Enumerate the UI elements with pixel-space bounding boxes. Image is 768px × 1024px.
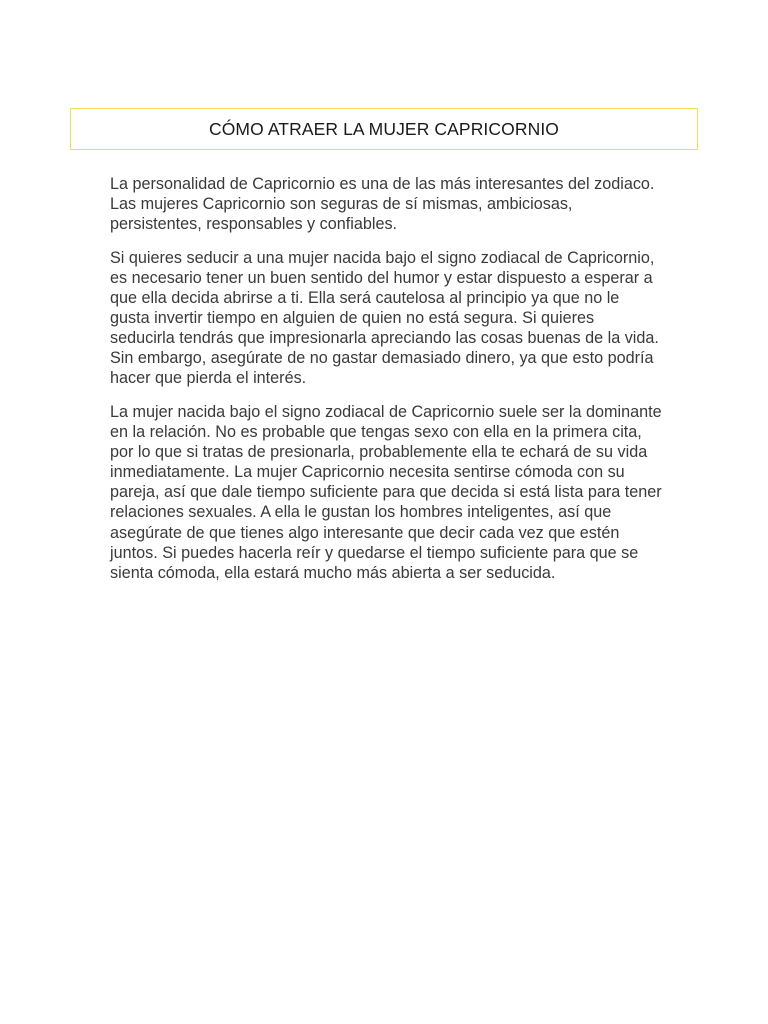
paragraph: La personalidad de Capricornio es una de las más interesantes del zodiaco. Las mujeres Capricornio son seguras de sí mismas, ambiciosas, persistentes, responsables y confiables. <box>110 175 655 234</box>
paragraph: Si quieres seducir a una mujer nacida bajo el signo zodiacal de Capricornio, es necesario tener un buen sentido del humor y estar dispuesto a esperar a que ella decida abrirse a ti. Ella será cautelosa al principio ya que no le gusta invertir tiempo en alguien de quien no está segura. Si quieres seducirla tendrás que impresionarla apreciando las cosas buenas de la vida. Sin embargo, asegúrate de no gastar demasiado dinero, ya que esto podría hacer que pierda el interés. <box>110 248 659 388</box>
article-body <box>110 174 662 596</box>
page-title: CÓMO ATRAER LA MUJER CAPRICORNIO <box>208 118 559 139</box>
title-box <box>70 108 698 150</box>
paragraph: La mujer nacida bajo el signo zodiacal de Capricornio suele ser la dominante en la relación. No es probable que tengas sexo con ella en la primera cita, por lo que si tratas de presionarla, probablemente ella te echará de su vida inmediatamente. La mujer Capricornio necesita sentirse cómoda con su pareja, así que dale tiempo suficiente para que decida si está lista para tener relaciones sexuales. A ella le gustan los hombres inteligentes, así que asegúrate de que tienes algo interesante que decir cada vez que estén juntos. Si puedes hacerla reír y quedarse el tiempo suficiente para que se sienta cómoda, ella estará mucho más abierta a ser seducida. <box>110 402 662 582</box>
